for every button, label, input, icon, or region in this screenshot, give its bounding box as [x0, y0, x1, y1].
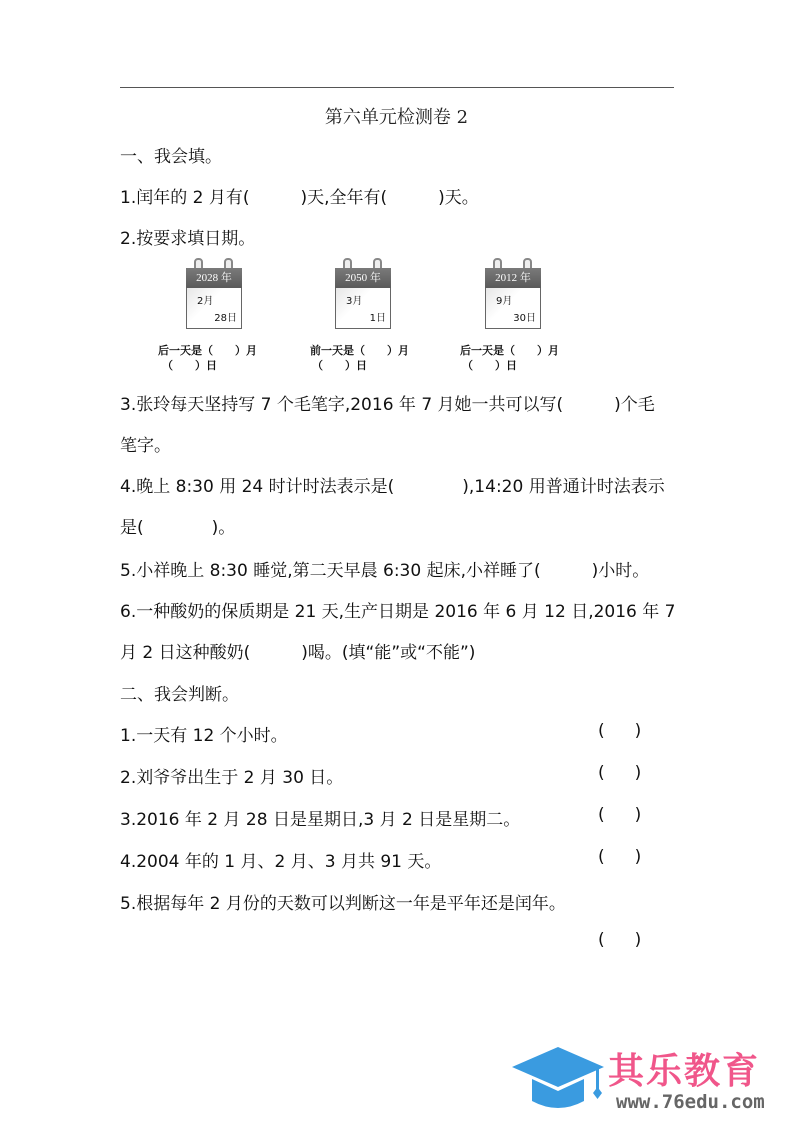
calendar-2012: [485, 258, 541, 328]
question-5: 5.小祥晚上 8:30 睡觉,第二天早晨 6:30 起床,小祥睡了( )小时。: [120, 561, 650, 581]
paren-close: ): [634, 763, 642, 783]
judge-answer-2[interactable]: [598, 763, 641, 783]
paren-open: (: [598, 721, 605, 741]
graduation-cap-icon: [512, 1045, 604, 1115]
header-rule: [120, 87, 674, 88]
calendar-2050: [335, 258, 391, 328]
judge-answer-4[interactable]: [598, 847, 641, 867]
question-2: 2.按要求填日期。: [120, 229, 256, 249]
judge-item-4: 4.2004 年的 1 月、2 月、3 月共 91 天。: [120, 852, 442, 872]
judge-answer-1[interactable]: [598, 721, 641, 741]
judge-answer-5[interactable]: [598, 930, 641, 950]
section1-heading: 一、我会填。: [120, 147, 222, 167]
paren-open: (: [598, 763, 605, 783]
calendar-day: 28日: [214, 313, 237, 324]
paren-open: (: [598, 847, 605, 867]
question-4-line-2: 是( )。: [120, 518, 236, 538]
question-3-line-1: 3.张玲每天坚持写 7 个毛笔字,2016 年 7 月她一共可以写( )个毛: [120, 395, 655, 415]
paren-open: (: [598, 805, 605, 825]
brand-url: www.76edu.com: [616, 1091, 765, 1113]
judge-item-5: 5.根据每年 2 月份的天数可以判断这一年是平年还是闰年。: [120, 894, 566, 914]
question-3-line-2: 笔字。: [120, 436, 171, 456]
calendar-page: [485, 288, 541, 329]
calendar-month: 3月: [346, 296, 363, 307]
question-1: 1.闰年的 2 月有( )天,全年有( )天。: [120, 188, 479, 208]
calendar-month: 2月: [197, 296, 214, 307]
paren-close: ): [634, 805, 642, 825]
calendar-caption-2b: （ ）日: [312, 359, 367, 372]
calendar-year: 2012 年: [485, 268, 541, 288]
calendar-caption-3b: （ ）日: [462, 359, 517, 372]
paren-open: (: [598, 930, 605, 950]
calendar-page: [335, 288, 391, 329]
calendar-year: 2028 年: [186, 268, 242, 288]
page-title: 第六单元检测卷 2: [324, 107, 469, 128]
brand-name: 其乐教育: [608, 1051, 761, 1092]
calendar-caption-2: 前一天是（ ）月: [310, 344, 409, 357]
section2-heading: 二、我会判断。: [120, 685, 239, 705]
paren-close: ): [634, 847, 642, 867]
calendar-2028: [186, 258, 242, 328]
paren-close: ): [634, 930, 642, 950]
calendar-day: 1日: [369, 313, 386, 324]
calendar-caption-3: 后一天是（ ）月: [460, 344, 559, 357]
calendar-page: [186, 288, 242, 329]
judge-item-3: 3.2016 年 2 月 28 日是星期日,3 月 2 日是星期二。: [120, 810, 521, 830]
judge-item-1: 1.一天有 12 个小时。: [120, 726, 288, 746]
paren-close: ): [634, 721, 642, 741]
question-4-line-1: 4.晚上 8:30 用 24 时计时法表示是( ),14:20 用普通计时法表示: [120, 477, 665, 497]
watermark-logo: [512, 1043, 787, 1118]
judge-answer-3[interactable]: [598, 805, 641, 825]
question-6-line-2: 月 2 日这种酸奶( )喝。(填“能”或“不能”): [120, 643, 476, 663]
judge-item-2: 2.刘爷爷出生于 2 月 30 日。: [120, 768, 344, 788]
question-6-line-1: 6.一种酸奶的保质期是 21 天,生产日期是 2016 年 6 月 12 日,2016 年 7: [120, 602, 676, 622]
calendar-year: 2050 年: [335, 268, 391, 288]
calendar-month: 9月: [496, 296, 513, 307]
calendar-caption-1: 后一天是（ ）月: [158, 344, 257, 357]
calendar-day: 30日: [513, 313, 536, 324]
calendar-caption-1b: （ ）日: [162, 359, 217, 372]
